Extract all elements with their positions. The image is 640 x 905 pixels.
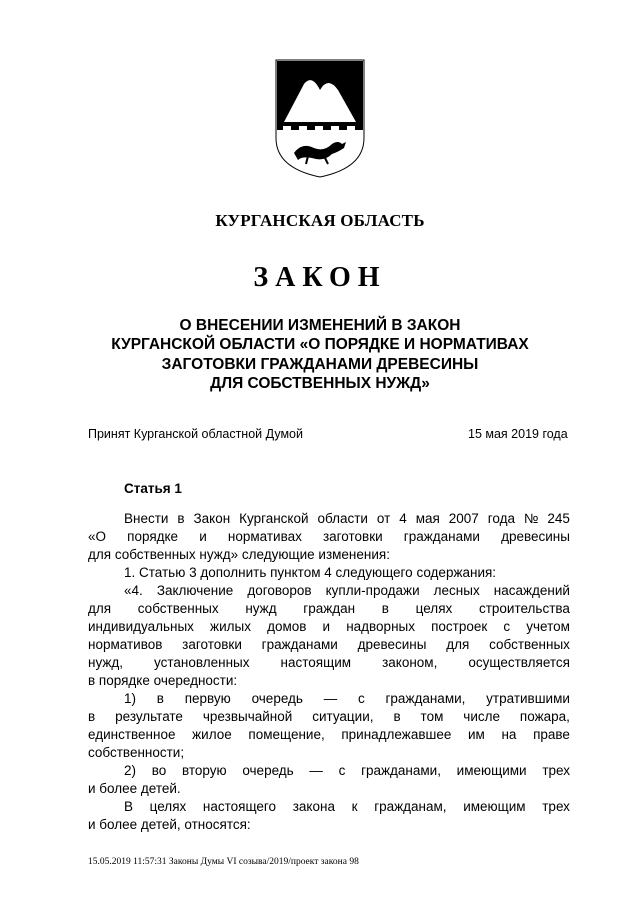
word: им bbox=[468, 727, 485, 742]
text-line bbox=[88, 654, 570, 672]
word: нормативах bbox=[227, 529, 302, 544]
word: настоящим bbox=[280, 655, 352, 670]
word: в bbox=[393, 709, 401, 724]
word: во bbox=[151, 763, 167, 778]
word: утратившими bbox=[486, 691, 570, 706]
region-heading: КУРГАНСКАЯ ОБЛАСТЬ bbox=[215, 211, 425, 230]
law-title-line: КУРГАНСКОЙ ОБЛАСТИ «О ПОРЯДКЕ И НОРМАТИВАХ bbox=[111, 336, 529, 353]
text-line: собственности; bbox=[88, 745, 185, 760]
word: нормативов bbox=[88, 637, 163, 652]
word: установленных bbox=[154, 655, 250, 670]
word: гражданами bbox=[261, 637, 338, 652]
word: с bbox=[357, 691, 365, 706]
word: на bbox=[501, 727, 517, 742]
word: имеющими bbox=[456, 763, 527, 778]
word: единственное bbox=[88, 727, 176, 742]
text-line bbox=[88, 528, 570, 546]
word: для bbox=[446, 637, 470, 652]
word: в bbox=[177, 511, 185, 526]
word: вторую bbox=[181, 763, 227, 778]
text-line: и более детей. bbox=[88, 781, 181, 796]
word: осуществляется bbox=[468, 655, 570, 670]
word: пожара, bbox=[519, 709, 570, 724]
word: от bbox=[376, 511, 391, 526]
adoption-date: 15 мая 2019 года bbox=[468, 427, 568, 441]
word: очередь bbox=[251, 691, 303, 706]
text-line bbox=[88, 726, 570, 744]
word: заготовки bbox=[182, 637, 242, 652]
word: целях bbox=[149, 799, 187, 814]
word: заготовки bbox=[322, 529, 383, 544]
word: жилое bbox=[192, 727, 232, 742]
text-line bbox=[124, 690, 570, 708]
word: в bbox=[156, 691, 164, 706]
word: насаждений bbox=[493, 583, 570, 598]
text-line bbox=[124, 762, 570, 780]
word: нужд bbox=[245, 601, 277, 616]
document-type-heading: ЗАКОН bbox=[253, 262, 387, 293]
word: Закон bbox=[193, 511, 231, 526]
word: древесины bbox=[357, 637, 427, 652]
law-title-line: ЗАГОТОВКИ ГРАЖДАНАМИ ДРЕВЕСИНЫ bbox=[161, 356, 479, 373]
word: построек bbox=[431, 619, 488, 634]
word: гражданами bbox=[403, 529, 480, 544]
word: том bbox=[420, 709, 444, 724]
word: принадлежавшее bbox=[341, 727, 452, 742]
word: древесины bbox=[501, 529, 570, 544]
word: купли-продажи bbox=[325, 583, 420, 598]
footer-file-stamp: 15.05.2019 11:57:31 Законы Думы VI созыва/2019/проект закона 98 bbox=[88, 857, 359, 867]
word: строительства bbox=[478, 601, 570, 616]
word: «4. bbox=[124, 583, 143, 598]
word: закона bbox=[292, 799, 335, 814]
word: 245 bbox=[547, 511, 570, 526]
word: настоящего bbox=[202, 799, 277, 814]
word: гражданами, bbox=[361, 763, 441, 778]
word: трех bbox=[542, 799, 570, 814]
text-line bbox=[88, 600, 570, 618]
word: учетом bbox=[526, 619, 570, 634]
word: порядке bbox=[127, 529, 179, 544]
word: законом, bbox=[382, 655, 438, 670]
word: и bbox=[199, 529, 207, 544]
word: В bbox=[124, 799, 134, 814]
word: гражданам, bbox=[374, 799, 447, 814]
word: 2007 bbox=[448, 511, 479, 526]
word: индивидуальных bbox=[88, 619, 194, 634]
word: «О bbox=[88, 529, 107, 544]
word: результате bbox=[115, 709, 183, 724]
word: договоров bbox=[247, 583, 312, 598]
word: надворных bbox=[346, 619, 415, 634]
word: собственных bbox=[489, 637, 570, 652]
text-line bbox=[88, 618, 570, 636]
law-title-line: О ВНЕСЕНИИ ИЗМЕНЕНИЙ В ЗАКОН bbox=[179, 317, 461, 334]
word: 2) bbox=[124, 763, 137, 778]
adopted-by: Принят Курганской областной Думой bbox=[88, 427, 303, 441]
word: области bbox=[317, 511, 368, 526]
word: собственных bbox=[137, 601, 219, 616]
word: трех bbox=[542, 763, 570, 778]
text-line bbox=[88, 636, 570, 654]
word: первую bbox=[184, 691, 231, 706]
word: имеющим bbox=[463, 799, 526, 814]
word: года bbox=[487, 511, 515, 526]
text-line bbox=[124, 582, 570, 600]
word: — bbox=[309, 763, 323, 778]
word: к bbox=[351, 799, 358, 814]
word: и bbox=[322, 619, 331, 634]
word: нужд, bbox=[88, 655, 124, 670]
law-title-line: ДЛЯ СОБСТВЕННЫХ НУЖД» bbox=[210, 375, 430, 392]
word: гражданами, bbox=[385, 691, 466, 706]
word: с bbox=[338, 763, 346, 778]
word: Внести bbox=[124, 511, 169, 526]
word: с bbox=[503, 619, 511, 634]
word: 4 bbox=[399, 511, 407, 526]
word: Курганской bbox=[239, 511, 309, 526]
word: граждан bbox=[303, 601, 356, 616]
text-line bbox=[88, 708, 570, 726]
word: 1) bbox=[124, 691, 137, 706]
text-line bbox=[124, 510, 570, 528]
word: праве bbox=[533, 727, 570, 742]
word: Заключение bbox=[156, 583, 234, 598]
text-line bbox=[124, 798, 570, 816]
word: домов bbox=[267, 619, 307, 634]
word: ситуации, bbox=[312, 709, 374, 724]
word: мая bbox=[415, 511, 440, 526]
word: для bbox=[88, 601, 112, 616]
word: очередь bbox=[242, 763, 294, 778]
word: № bbox=[523, 511, 539, 526]
text-line: 1. Статью 3 дополнить пунктом 4 следующего содержания: bbox=[124, 565, 497, 580]
word: числе bbox=[463, 709, 500, 724]
text-line: и более детей, относятся: bbox=[88, 817, 251, 832]
word: помещение, bbox=[248, 727, 325, 742]
coat-of-arms-emblem bbox=[272, 56, 368, 180]
word: — bbox=[323, 691, 338, 706]
text-line: в порядке очередности: bbox=[88, 673, 238, 688]
article-heading: Статья 1 bbox=[124, 481, 182, 496]
word: чрезвычайной bbox=[202, 709, 293, 724]
word: в bbox=[88, 709, 96, 724]
word: лесных bbox=[433, 583, 480, 598]
word: жилых bbox=[210, 619, 251, 634]
text-line: для собственных нужд» следующие изменения: bbox=[88, 547, 390, 562]
word: целях bbox=[415, 601, 453, 616]
word: в bbox=[381, 601, 389, 616]
